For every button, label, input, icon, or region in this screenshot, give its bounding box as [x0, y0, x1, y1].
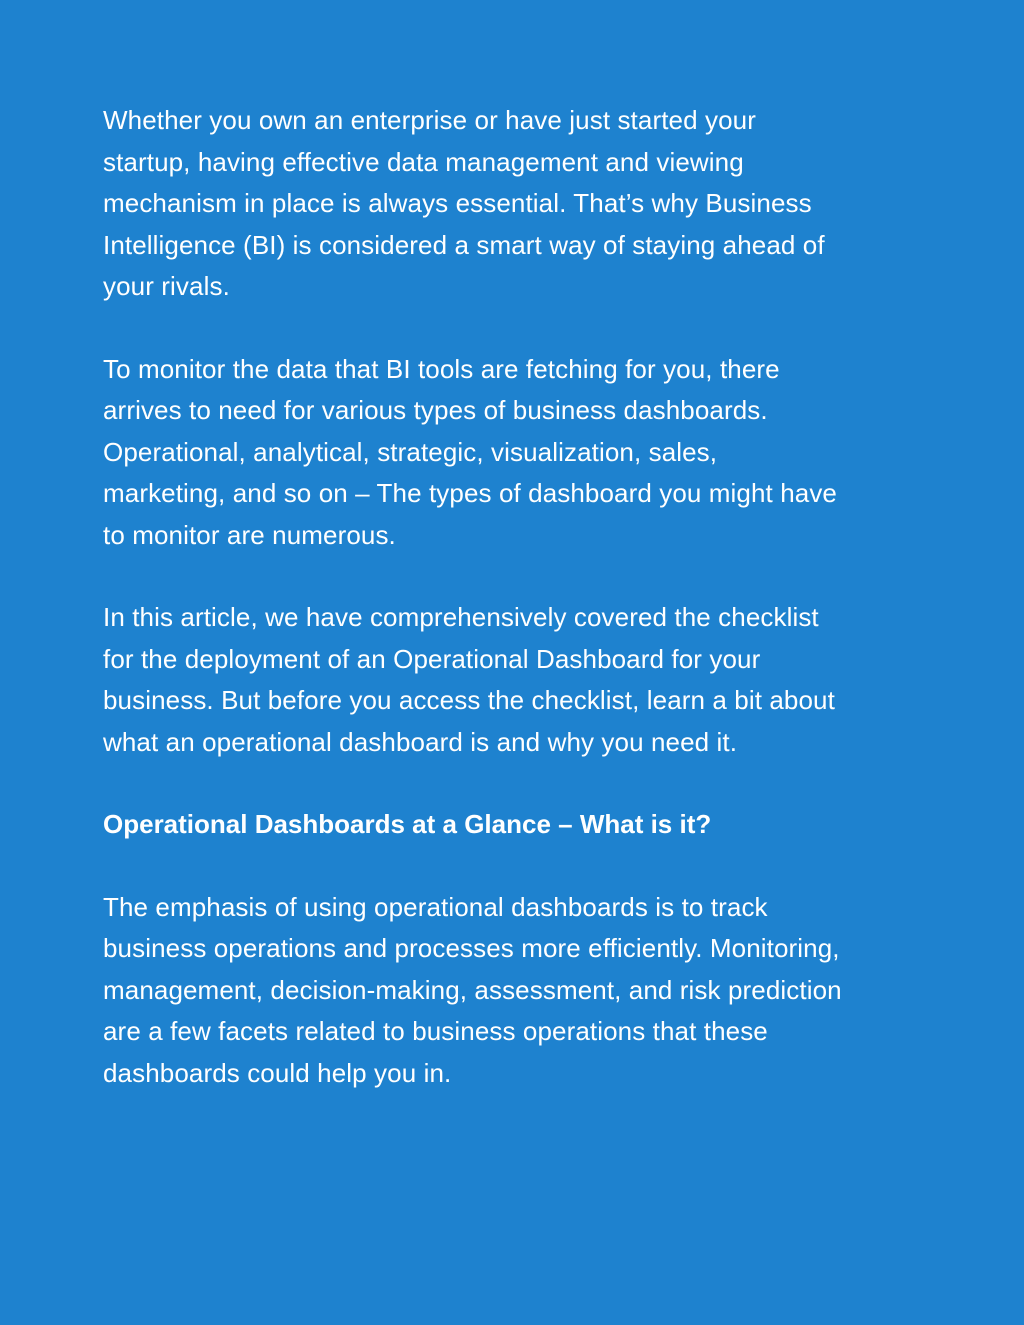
paragraph-line: management, decision-making, assessment, and risk prediction [103, 974, 842, 1005]
dashboard-types-paragraph [103, 349, 924, 557]
paragraph-line: startup, having effective data management and viewing [103, 146, 744, 177]
paragraph-line: The emphasis of using operational dashboards is to track [103, 891, 768, 922]
paragraph-line: arrives to need for various types of business dashboards. [103, 395, 768, 425]
paragraph-line: business operations and processes more efficiently. Monitoring, [103, 933, 840, 963]
paragraph-line: mechanism in place is always essential. That’s why Business [103, 188, 812, 218]
paragraph-line: what an operational dashboard is and why you need it. [103, 726, 738, 757]
section-heading: Operational Dashboards at a Glance – What is it? [103, 809, 712, 839]
paragraph-line: for the deployment of an Operational Dashboard for your [103, 643, 761, 674]
paragraph-line: to monitor are numerous. [103, 519, 396, 550]
paragraph-line: business. But before you access the checklist, learn a bit about [103, 685, 835, 715]
emphasis-paragraph [103, 887, 924, 1095]
paragraph-line: dashboards could help you in. [103, 1057, 452, 1088]
paragraph-line: are a few facets related to business operations that these [103, 1016, 768, 1046]
paragraph-line: To monitor the data that BI tools are fetching for you, there [103, 353, 780, 384]
paragraph-line: Operational, analytical, strategic, visualization, sales, [103, 436, 718, 467]
paragraph-line: marketing, and so on – The types of dashboard you might have [103, 478, 837, 508]
paragraph-line: Whether you own an enterprise or have just started your [103, 105, 756, 135]
paragraph-line: Intelligence (BI) is considered a smart way of staying ahead of [103, 229, 825, 260]
intro-paragraph [103, 100, 924, 308]
paragraph-line: your rivals. [103, 271, 230, 301]
article-scope-paragraph [103, 597, 924, 763]
paragraph-line: In this article, we have comprehensively covered the checklist [103, 602, 819, 632]
